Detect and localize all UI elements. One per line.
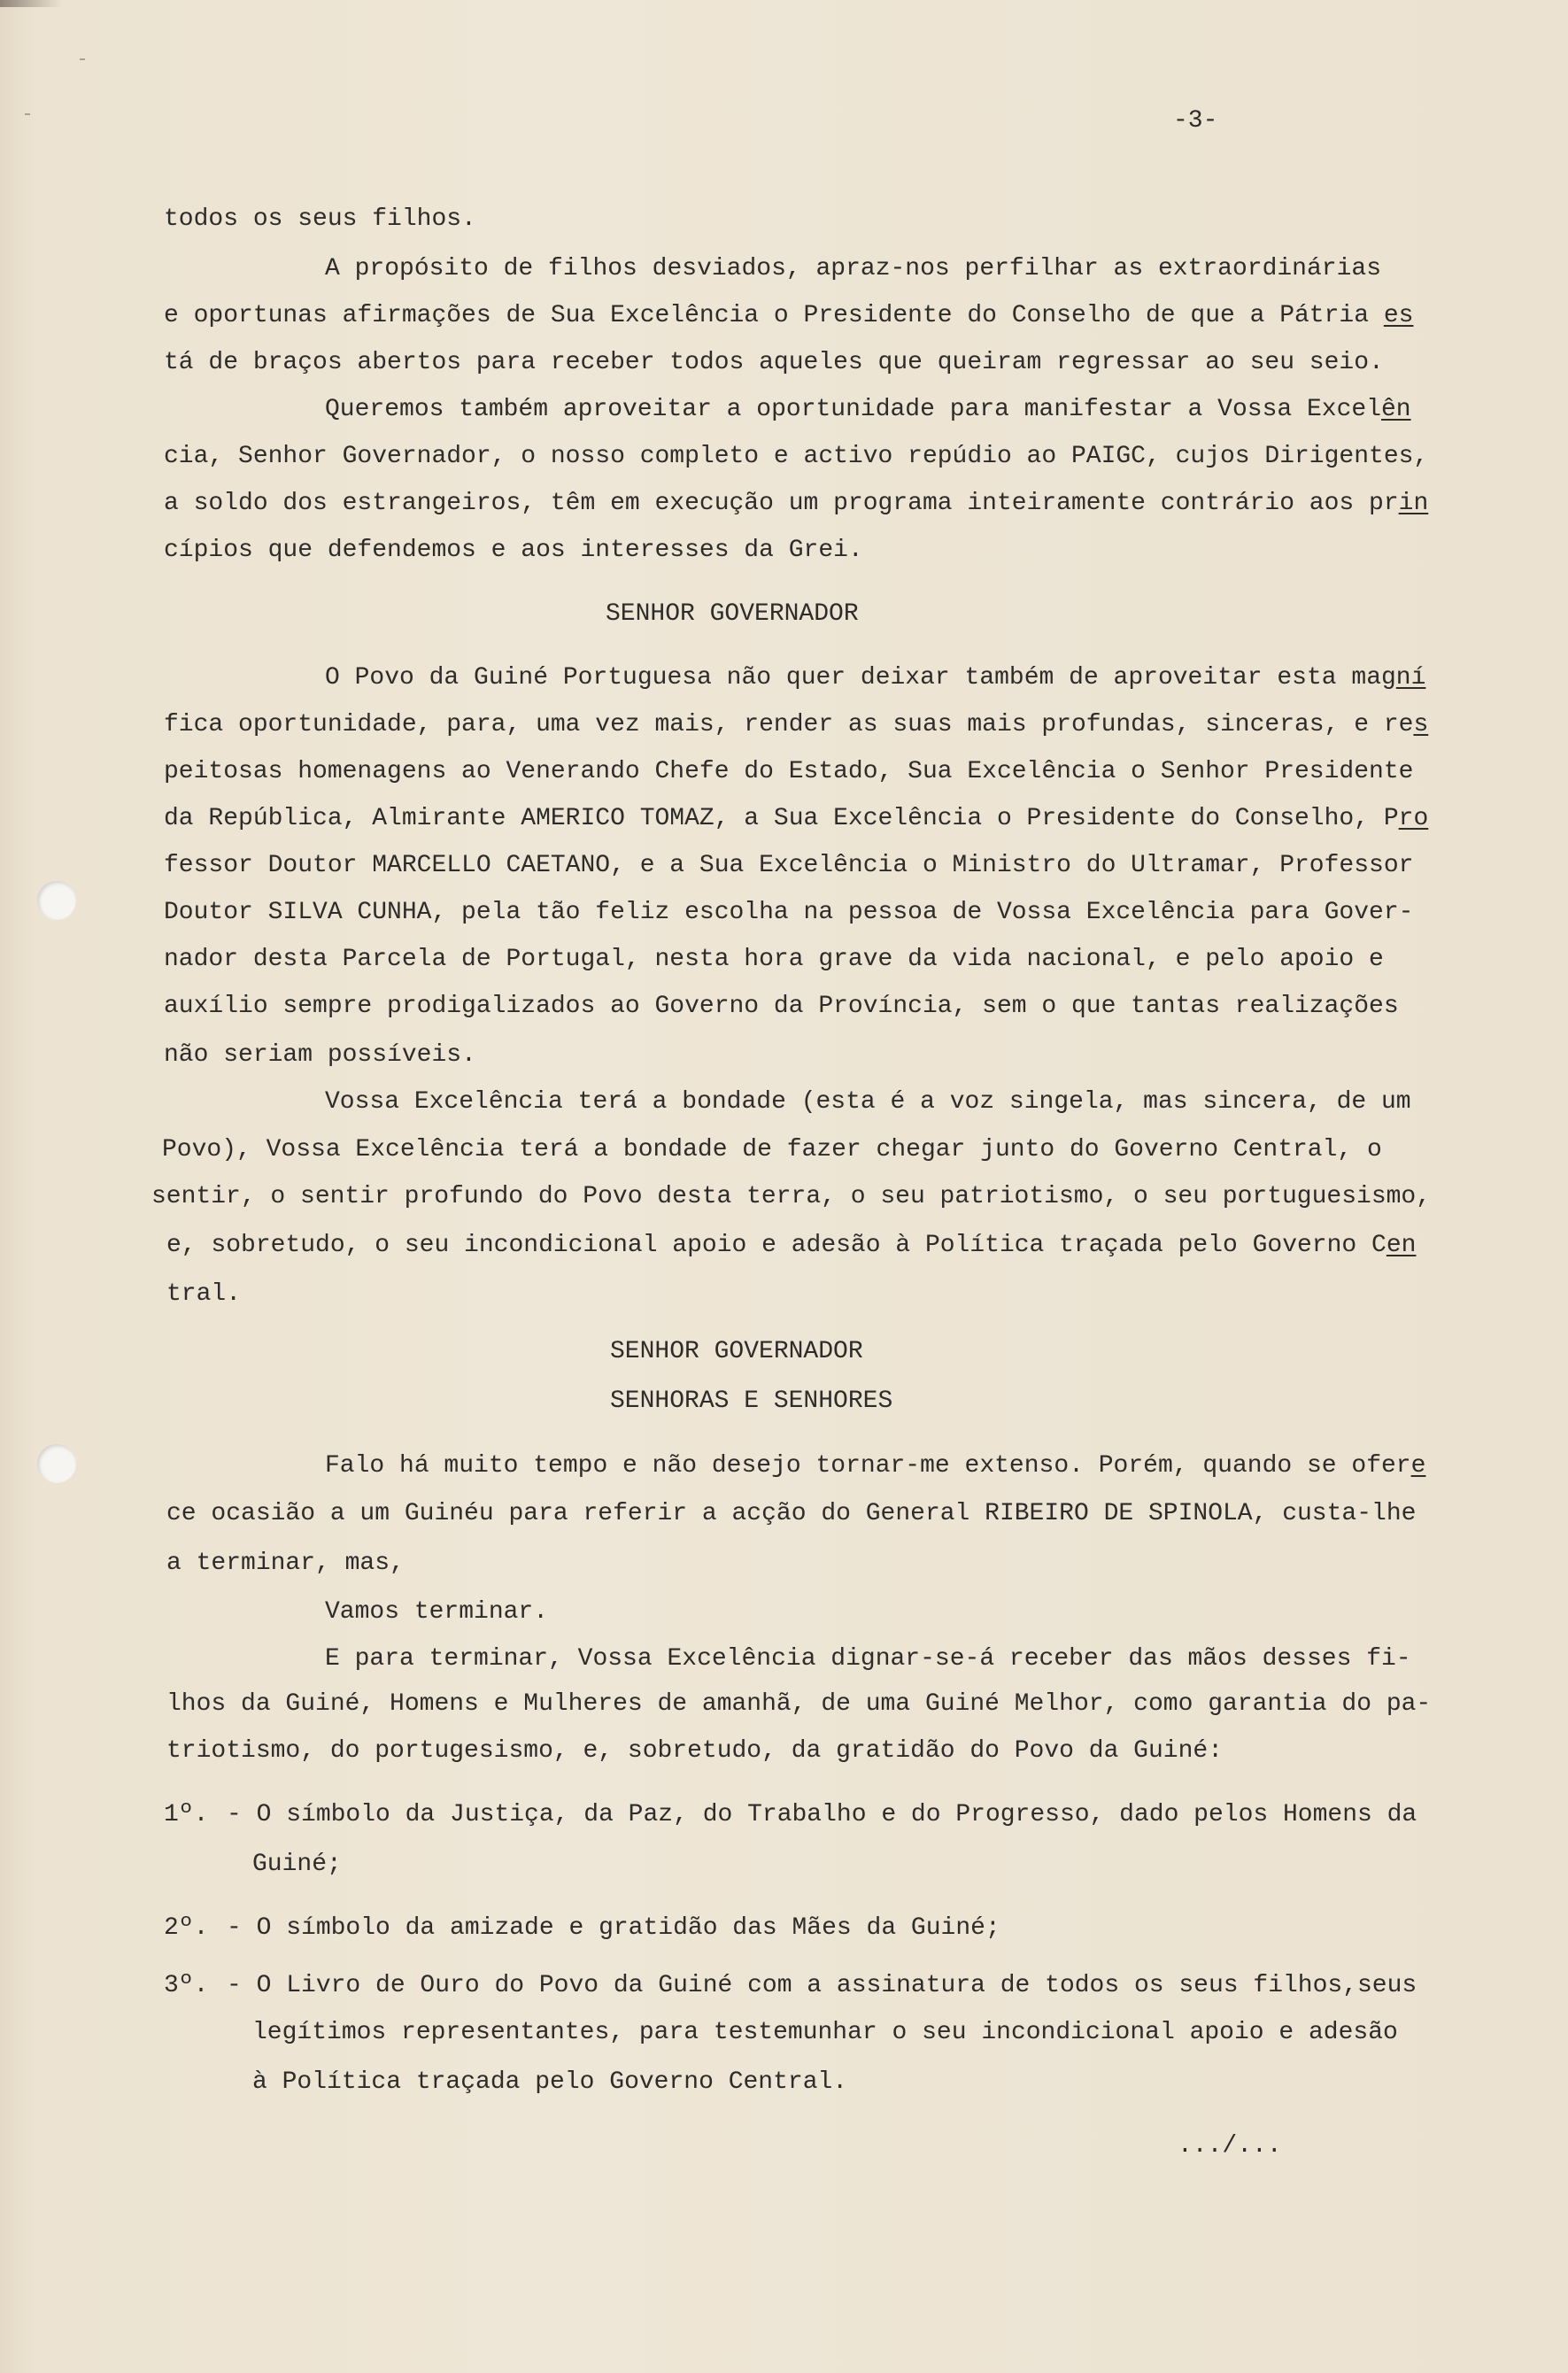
punch-hole <box>37 1444 76 1483</box>
line-text: peitosas homenagens ao Venerando Chefe do Estado, Sua Excelência o Senhor Presidente <box>164 758 1414 785</box>
text-line <box>162 1135 1382 1165</box>
text-line <box>325 254 1381 284</box>
text-line <box>164 710 1428 740</box>
text-line <box>164 205 476 235</box>
text-line <box>164 442 1428 472</box>
text-line <box>325 663 1425 693</box>
line-text: nador desta Parcela de Portugal, nesta hora grave da vida nacional, e pelo apoio e <box>164 946 1384 973</box>
line-text: da República, Almirante AMERICO TOMAZ, a Sua Excelência o Presidente do Conselho, P <box>164 805 1399 832</box>
line-text: Falo há muito tempo e não desejo tornar-me extenso. Porém, quando se ofer <box>325 1452 1411 1480</box>
line-text: tá de braços abertos para receber todos aqueles que queiram regressar ao seu seio. <box>164 349 1384 376</box>
text-line <box>166 1499 1416 1529</box>
text-line <box>151 1182 1431 1212</box>
list-item-text: - O símbolo da amizade e gratidão das Mães da Guiné; <box>227 1914 1000 1942</box>
line-text: Povo), Vossa Excelência terá a bondade de fazer chegar junto do Governo Central, o <box>162 1136 1382 1163</box>
line-text: sentir, o sentir profundo do Povo desta terra, o seu patriotismo, o seu portuguesismo, <box>151 1183 1432 1210</box>
line-text: Queremos também aproveitar a oportunidade para manifestar a Vossa Excel <box>325 396 1381 423</box>
line-text: lhos da Guiné, Homens e Mulheres de amanhã, de uma Guiné Melhor, como garantia do pa- <box>166 1690 1432 1718</box>
list-item-text: Guiné; <box>252 1851 342 1878</box>
line-text: tral. <box>166 1280 242 1308</box>
list-item-text: - O Livro de Ouro do Povo da Guiné com a assinatura de todos os seus filhos,seus <box>227 1972 1417 1999</box>
page-number: -3- <box>1173 107 1218 135</box>
text-line <box>325 1451 1425 1481</box>
section-heading: SENHORAS E SENHORES <box>610 1387 893 1415</box>
text-line <box>164 1040 476 1071</box>
text-line <box>166 1279 241 1310</box>
text-line <box>164 536 863 566</box>
continuation-mark: .../... <box>1178 2132 1282 2160</box>
text-line <box>164 945 1384 975</box>
text-line <box>166 1736 1223 1766</box>
text-line <box>166 1689 1431 1720</box>
line-text: cia, Senhor Governador, o nosso completo e activo repúdio ao PAIGC, cujos Dirigentes, <box>164 443 1429 470</box>
underlined-fragment: e <box>1410 1452 1426 1480</box>
text-line <box>164 898 1413 928</box>
section-heading: SENHOR GOVERNADOR <box>610 1338 863 1365</box>
text-line <box>164 348 1384 378</box>
text-line <box>166 1549 405 1579</box>
text-line <box>325 1087 1411 1117</box>
underlined-fragment: en <box>1386 1232 1417 1259</box>
line-text: fica oportunidade, para, uma vez mais, render as suas mais profundas, sinceras, e re <box>164 711 1414 738</box>
line-text: triotismo, do portugesismo, e, sobretudo, da gratidão do Povo da Guiné: <box>166 1737 1223 1765</box>
underlined-fragment: es <box>1383 302 1414 329</box>
text-line <box>164 992 1399 1022</box>
line-text: E para terminar, Vossa Excelência dignar-se-á receber das mãos desses fi- <box>325 1645 1411 1673</box>
line-text: a terminar, mas, <box>166 1550 405 1577</box>
line-text: não seriam possíveis. <box>164 1041 476 1069</box>
text-line <box>164 489 1428 519</box>
list-item-number: 3º. <box>164 1972 209 1999</box>
line-text: Doutor SILVA CUNHA, pela tão feliz escolha na pessoa de Vossa Excelência para Gover- <box>164 899 1414 926</box>
list-item-text: legítimos representantes, para testemunhar o seu incondicional apoio e adesão <box>252 2019 1398 2046</box>
line-text: e oportunas afirmações de Sua Excelência o Presidente do Conselho de que a Pátria <box>164 302 1384 329</box>
text-line <box>325 1644 1411 1674</box>
line-text: Vamos terminar. <box>325 1598 549 1626</box>
line-text: e, sobretudo, o seu incondicional apoio e adesão à Política traçada pelo Governo C <box>166 1232 1386 1259</box>
text-line <box>164 804 1428 834</box>
line-text: todos os seus filhos. <box>164 205 476 233</box>
underlined-fragment: in <box>1398 490 1429 517</box>
text-line <box>166 1231 1416 1261</box>
section-heading: SENHOR GOVERNADOR <box>606 600 859 628</box>
text-line <box>164 757 1413 787</box>
ink-speck <box>25 113 30 115</box>
line-text: ce ocasião a um Guinéu para referir a acção do General RIBEIRO DE SPINOLA, custa-lhe <box>166 1500 1417 1527</box>
list-item-text: à Política traçada pelo Governo Central. <box>252 2068 848 2096</box>
list-item-number: 2º. <box>164 1914 209 1942</box>
line-text: auxílio sempre prodigalizados ao Governo da Província, sem o que tantas realizações <box>164 993 1399 1020</box>
underlined-fragment: s <box>1413 711 1429 738</box>
list-item-number: 1º. <box>164 1801 209 1828</box>
line-text: A propósito de filhos desviados, apraz-nos perfilhar as extraordinárias <box>325 255 1381 282</box>
underlined-fragment: ro <box>1398 805 1429 832</box>
text-line <box>164 851 1413 881</box>
line-text: cípios que defendemos e aos interesses da Grei. <box>164 537 863 564</box>
text-line <box>325 395 1411 425</box>
underlined-fragment: ní <box>1395 664 1426 692</box>
line-text: Vossa Excelência terá a bondade (esta é a voz singela, mas sincera, de um <box>325 1088 1411 1116</box>
line-text: fessor Doutor MARCELLO CAETANO, e a Sua Excelência o Ministro do Ultramar, Professor <box>164 852 1414 879</box>
paper-edge-mark <box>0 0 62 7</box>
ink-speck <box>80 58 85 60</box>
text-line <box>164 301 1413 331</box>
line-text: O Povo da Guiné Portuguesa não quer deixar também de aproveitar esta mag <box>325 664 1396 692</box>
line-text: a soldo dos estrangeiros, têm em execução um programa inteiramente contrário aos pr <box>164 490 1399 517</box>
underlined-fragment: ên <box>1381 396 1411 423</box>
text-line <box>325 1597 548 1627</box>
punch-hole <box>37 881 76 920</box>
list-item-text: - O símbolo da Justiça, da Paz, do Trabalho e do Progresso, dado pelos Homens da <box>227 1801 1417 1828</box>
